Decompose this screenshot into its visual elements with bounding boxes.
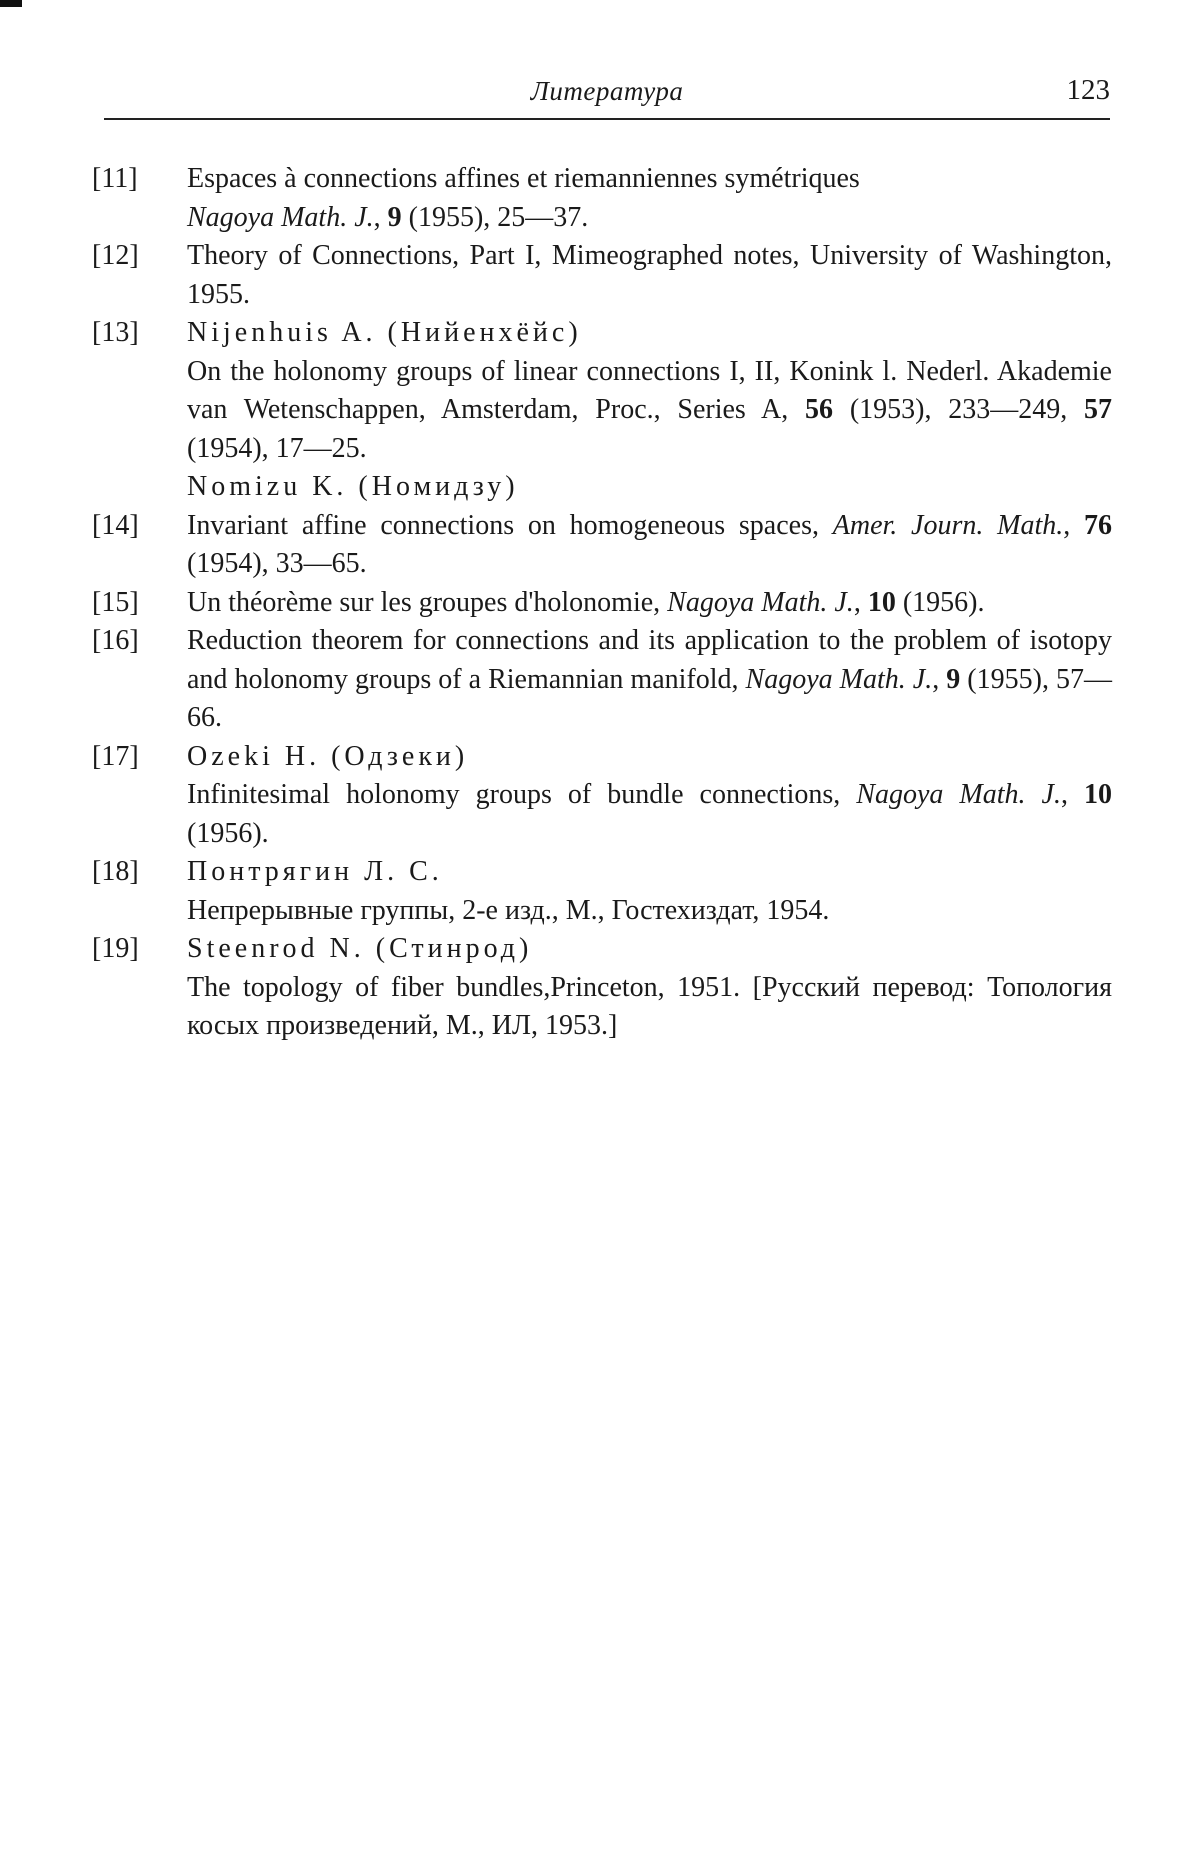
reference-title: Un théorème sur les groupes d'holonomie, [187, 586, 668, 618]
reference-text: Theory of Connections, Part I, Mimeographed notes, University of Washington, 1955. [187, 240, 1112, 310]
reference-volume: 56 [805, 394, 834, 425]
reference-text [164, 507, 1112, 584]
reference-12 [92, 237, 1112, 314]
reference-volume: 9 [946, 663, 961, 695]
reference-number: [14] [92, 509, 139, 541]
reference-list [92, 160, 1112, 1046]
running-title: Литература [530, 76, 684, 106]
reference-14 [92, 507, 1112, 584]
reference-text [164, 314, 1112, 468]
reference-number: [12] [92, 240, 139, 271]
reference-separator: , [853, 586, 868, 618]
reference-15 [92, 584, 1112, 623]
reference-number: [17] [92, 740, 139, 772]
reference-title: Reduction theorem for connections and its application to the problem of isotopy and holonomy groups of a Riemannian manifold, [187, 625, 1112, 695]
reference-13 [92, 314, 1112, 468]
reference-pages: (1955), 25—37. [401, 201, 589, 233]
reference-volume: 10 [867, 586, 896, 618]
reference-number: [19] [92, 933, 139, 964]
reference-number: [16] [92, 625, 139, 656]
reference-text [164, 622, 1112, 738]
scan-corner-mark [0, 0, 22, 7]
reference-16 [92, 622, 1112, 738]
reference-number: [13] [92, 317, 139, 348]
reference-17 [92, 738, 1112, 854]
page-header [104, 70, 1110, 120]
reference-volume: 9 [387, 201, 402, 233]
reference-volume: 57 [1084, 394, 1112, 425]
reference-pages: (1953), 233—249, [833, 394, 1084, 425]
reference-18 [92, 853, 1112, 930]
reference-author: Nijenhuis A. (Нийенхёйс) [187, 317, 582, 348]
reference-separator: , [932, 663, 947, 695]
reference-11 [92, 160, 1112, 237]
page-number: 123 [1066, 74, 1110, 106]
reference-pages: (1956). [895, 586, 985, 618]
reference-text [164, 853, 1112, 930]
reference-text [164, 738, 1112, 854]
reference-title: Infinitesimal holonomy groups of bundle connections, [187, 779, 857, 810]
reference-title: Invariant affine connections on homogeneous spaces, [187, 509, 833, 541]
reference-title: The topology of fiber bundles,Princeton, 1951. [Русский перевод: Топология косых произведений, М., ИЛ, 1953.] [187, 971, 1112, 1041]
reference-pages: (1955), 57—66. [187, 663, 1112, 733]
reference-text [164, 930, 1112, 1046]
reference-number: [11] [92, 163, 138, 194]
reference-text [164, 160, 1112, 237]
reference-separator: , [373, 201, 388, 233]
reference-volume: 10 [1084, 779, 1112, 810]
reference-19 [92, 930, 1112, 1046]
reference-separator: , [1063, 509, 1085, 541]
reference-pages: (1954), 33—65. [187, 548, 367, 579]
reference-author: Ozeki H. (Одзеки) [187, 740, 469, 772]
header-rule [104, 118, 1110, 120]
reference-journal: Nagoya Math. J. [745, 663, 933, 695]
reference-journal: Nagoya Math. J. [667, 586, 854, 618]
reference-text [164, 584, 1112, 623]
reference-number: [15] [92, 586, 139, 618]
reference-title: Непрерывные группы, 2-е изд., М., Гостехиздат, 1954. [187, 894, 830, 926]
reference-title: On the holonomy groups of linear connections I, II, Konink l. Nederl. Akademie van Wetenschappen, Amsterdam, Proc., Series A, [187, 355, 1112, 425]
author-heading: Nomizu K. (Номидзу) [187, 471, 519, 502]
reference-journal: Nagoya Math. J. [187, 201, 374, 233]
reference-pages: (1954), 17—25. [187, 432, 367, 464]
reference-author: Понтрягин Л. С. [187, 856, 443, 887]
reference-journal: Amer. Journ. Math. [832, 509, 1064, 541]
reference-volume: 76 [1084, 509, 1113, 541]
reference-number: [18] [92, 856, 139, 887]
reference-pages: (1956). [187, 817, 269, 849]
reference-author: Steenrod N. (Стинрод) [187, 933, 533, 964]
reference-title: Espaces à connections affines et riemanniennes symétriques [187, 163, 860, 194]
reference-journal: Nagoya Math. J. [856, 779, 1061, 810]
reference-separator: , [1060, 779, 1084, 810]
